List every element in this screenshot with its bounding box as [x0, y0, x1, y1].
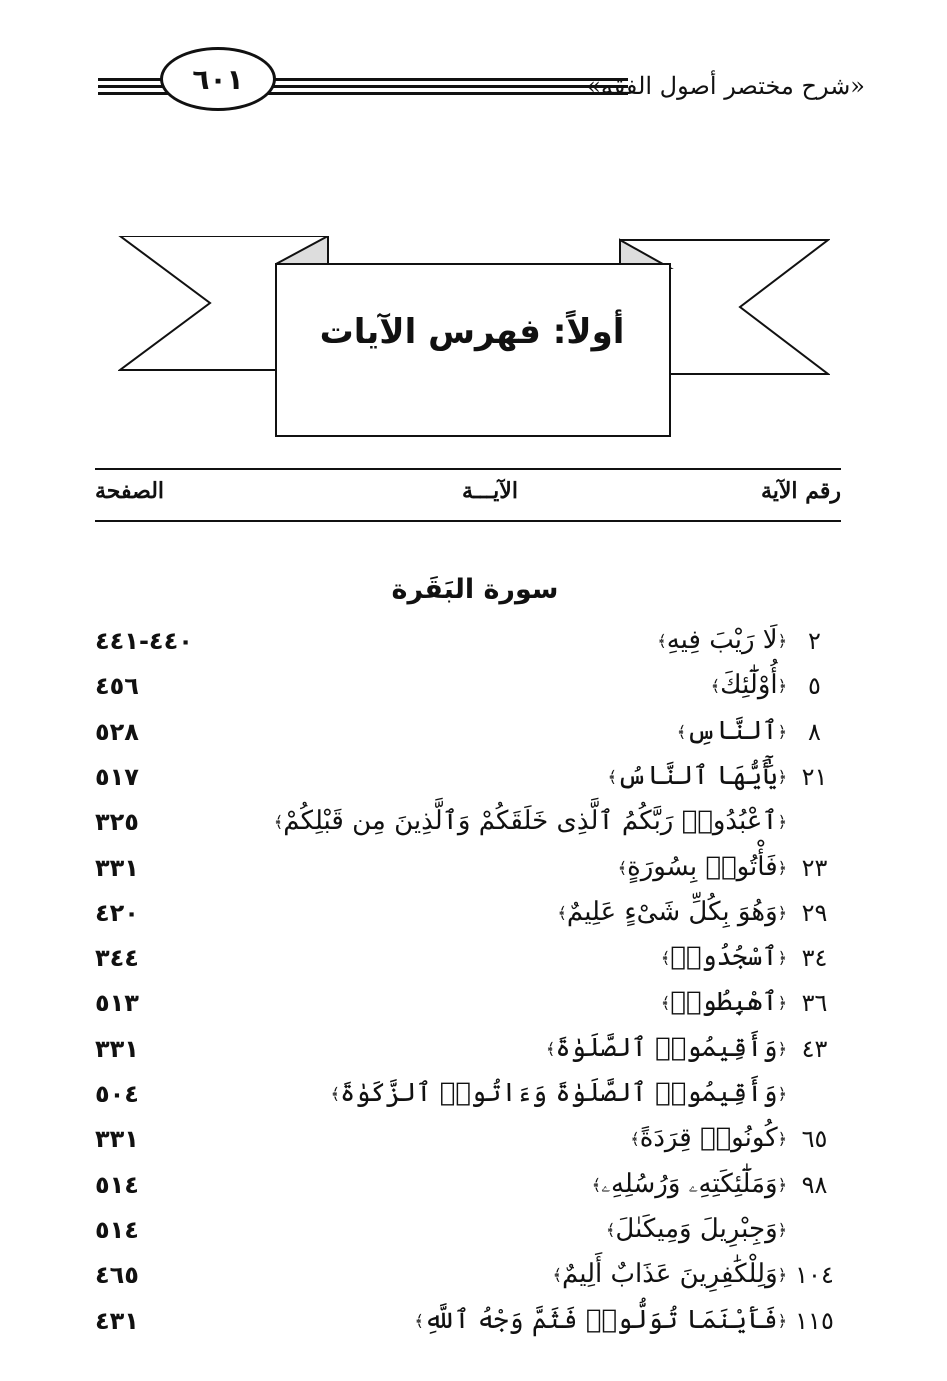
page-reference: ٥١٤ — [95, 1171, 139, 1199]
page-reference: ٤٦٥ — [95, 1261, 139, 1289]
page-reference: ٣٣١ — [95, 854, 139, 882]
table-header-top-rule — [95, 468, 841, 470]
column-header-verse-number: رقم الآية — [760, 478, 841, 504]
verse-text — [608, 761, 787, 791]
page-reference: ٣٣١ — [95, 1035, 139, 1063]
verse-text — [630, 1123, 787, 1153]
page-reference: ٣٣١ — [95, 1125, 139, 1153]
verse-number: ٢٩ — [801, 899, 828, 927]
list-item — [0, 1171, 947, 1215]
verse-text-content: وَأَقِيمُوا۟ ٱلصَّلَوٰةَ — [555, 1033, 778, 1063]
verse-text — [546, 1033, 787, 1063]
verse-bracket-close-icon: ﴾ — [657, 631, 667, 651]
verse-bracket-close-icon: ﴾ — [545, 1039, 556, 1059]
verse-bracket-close-icon: ﴾ — [607, 767, 618, 787]
verse-bracket-close-icon: ﴾ — [660, 948, 671, 968]
verse-text-content: يَٰٓأَيُّهَا ٱلنَّاسُ — [617, 761, 778, 791]
list-item — [0, 763, 947, 807]
verse-text — [661, 942, 787, 972]
verse-text-content: ٱسْجُدُوا۟ — [670, 942, 778, 972]
list-item — [0, 1125, 947, 1169]
verse-text-content: فَأْتُوا۟ بِسُورَةٍ — [627, 852, 778, 882]
verse-number: ٥ — [808, 672, 821, 700]
page-reference: ٣٢٥ — [95, 808, 139, 836]
verse-bracket-close-icon: ﴾ — [606, 1220, 616, 1240]
verse-bracket-open-icon: ﴿ — [777, 1084, 787, 1104]
banner-title: أولاً: فهرس الآيات — [319, 312, 625, 352]
list-item — [0, 1216, 947, 1260]
verse-text — [592, 1169, 787, 1200]
verse-number: ٢١ — [801, 763, 828, 791]
page-reference: ٥١٣ — [95, 989, 139, 1017]
verse-bracket-close-icon: ﴾ — [591, 1175, 602, 1195]
list-item — [0, 672, 947, 716]
list-item — [0, 627, 947, 671]
surah-heading: سورة البَقَرة — [391, 574, 559, 605]
running-title: «شرح مختصر أصول الفقه» — [586, 72, 865, 100]
verse-text — [415, 1305, 787, 1335]
verse-bracket-close-icon: ﴾ — [617, 858, 628, 878]
list-item — [0, 1035, 947, 1079]
verse-text-content: فَأَيْنَمَا تُوَلُّوا۟ فَثَمَّ وَجْهُ ٱللَّهِ — [423, 1305, 778, 1335]
verse-text — [331, 1078, 787, 1108]
verse-text-content: وَجِبْرِيلَ وَمِيكَىٰلَ — [615, 1214, 778, 1244]
page-reference: ٤٣١ — [95, 1307, 139, 1335]
verse-text-content: لَا رَيْبَ فِيهِ — [666, 625, 778, 655]
verse-bracket-open-icon: ﴿ — [777, 676, 787, 696]
page-reference: ٤٢٠ — [95, 899, 139, 927]
page-reference: ٤٤٠-٤٤١ — [95, 627, 193, 655]
verse-number: ٩٨ — [801, 1171, 828, 1199]
verse-number: ٢ — [808, 627, 821, 655]
page-number — [160, 47, 276, 111]
verse-bracket-open-icon: ﴿ — [777, 993, 787, 1013]
verse-text-content: وَأَقِيمُوا۟ ٱلصَّلَوٰةَ وَءَاتُوا۟ ٱلزَّكَوٰةَ — [340, 1078, 778, 1108]
verse-bracket-open-icon: ﴿ — [777, 1039, 787, 1059]
verse-number: ٦٥ — [801, 1125, 828, 1153]
page-reference: ٤٥٦ — [95, 672, 139, 700]
list-item — [0, 854, 947, 898]
list-item — [0, 718, 947, 762]
verse-number: ٣٦ — [801, 989, 828, 1017]
column-header-page: الصفحة — [95, 478, 165, 504]
verse-text-content: أُوْلَٰٓئِكَ — [720, 670, 778, 700]
page-reference: ٥٢٨ — [95, 718, 139, 746]
verse-bracket-close-icon: ﴾ — [273, 812, 284, 832]
verse-text-content: ٱهْبِطُوا۟ — [670, 987, 778, 1017]
verse-text — [661, 987, 787, 1017]
verse-bracket-close-icon: ﴾ — [630, 1129, 640, 1149]
verse-text — [677, 716, 787, 746]
verse-bracket-open-icon: ﴿ — [777, 722, 787, 742]
verse-text-content: ٱعْبُدُوا۟ رَبَّكُمُ ٱلَّذِى خَلَقَكُمْ وَٱلَّذِينَ مِن قَبْلِكُمْ — [283, 806, 778, 836]
verse-bracket-open-icon: ﴿ — [777, 1220, 787, 1240]
verse-text — [606, 1214, 787, 1244]
verse-text — [657, 625, 787, 655]
verse-bracket-close-icon: ﴾ — [414, 1311, 424, 1331]
page-reference: ٥٠٤ — [95, 1080, 139, 1108]
verse-bracket-close-icon: ﴾ — [552, 1265, 562, 1285]
verse-text — [711, 670, 787, 700]
verse-number: ١٠٤ — [795, 1261, 834, 1289]
verse-bracket-open-icon: ﴿ — [777, 1129, 787, 1149]
verse-bracket-open-icon: ﴿ — [777, 812, 787, 832]
verse-number: ٨ — [808, 718, 821, 746]
list-item — [0, 944, 947, 988]
verse-bracket-open-icon: ﴿ — [777, 903, 787, 923]
verse-text-content: كُونُوا۟ قِرَدَةً — [639, 1123, 778, 1153]
verse-text-content: وَلِلْكَٰفِرِينَ عَذَابٌ أَلِيمٌ — [561, 1259, 778, 1289]
list-item — [0, 899, 947, 943]
page-reference: ٥١٤ — [95, 1216, 139, 1244]
list-item — [0, 808, 947, 852]
list-item — [0, 989, 947, 1033]
verse-bracket-close-icon: ﴾ — [660, 993, 671, 1013]
verse-bracket-open-icon: ﴿ — [777, 1175, 787, 1195]
verse-bracket-open-icon: ﴿ — [777, 767, 787, 787]
verse-bracket-close-icon: ﴾ — [330, 1084, 341, 1104]
verse-bracket-close-icon: ﴾ — [557, 903, 567, 923]
verse-bracket-open-icon: ﴿ — [777, 631, 787, 651]
verse-text — [618, 852, 787, 882]
column-header-verse: الآيـــة — [462, 478, 518, 504]
verse-text — [558, 897, 787, 927]
verse-bracket-close-icon: ﴾ — [710, 676, 721, 696]
verse-number: ٤٣ — [801, 1035, 828, 1063]
verse-text-content: وَمَلَٰٓئِكَتِهِۦ وَرُسُلِهِۦ — [601, 1169, 778, 1199]
verse-number: ٢٣ — [801, 854, 828, 882]
verse-bracket-open-icon: ﴿ — [777, 1265, 787, 1285]
verse-number: ١١٥ — [795, 1307, 834, 1335]
table-header-bottom-rule — [95, 520, 841, 522]
page-reference: ٣٤٤ — [95, 944, 139, 972]
verse-text — [274, 806, 787, 836]
list-item — [0, 1307, 947, 1351]
verse-bracket-open-icon: ﴿ — [777, 1311, 787, 1331]
verse-bracket-open-icon: ﴿ — [777, 948, 787, 968]
verse-bracket-close-icon: ﴾ — [676, 722, 687, 742]
verse-text — [553, 1259, 787, 1289]
page-reference: ٥١٧ — [95, 763, 139, 791]
verse-number: ٣٤ — [801, 944, 828, 972]
list-item — [0, 1261, 947, 1305]
verse-text-content: ٱلنَّاسِ — [686, 716, 778, 746]
list-item — [0, 1080, 947, 1124]
page-number-text: ٦٠١ — [192, 62, 244, 96]
verse-text-content: وَهُوَ بِكُلِّ شَىْءٍ عَلِيمٌ — [566, 897, 778, 927]
verse-bracket-open-icon: ﴿ — [777, 858, 787, 878]
